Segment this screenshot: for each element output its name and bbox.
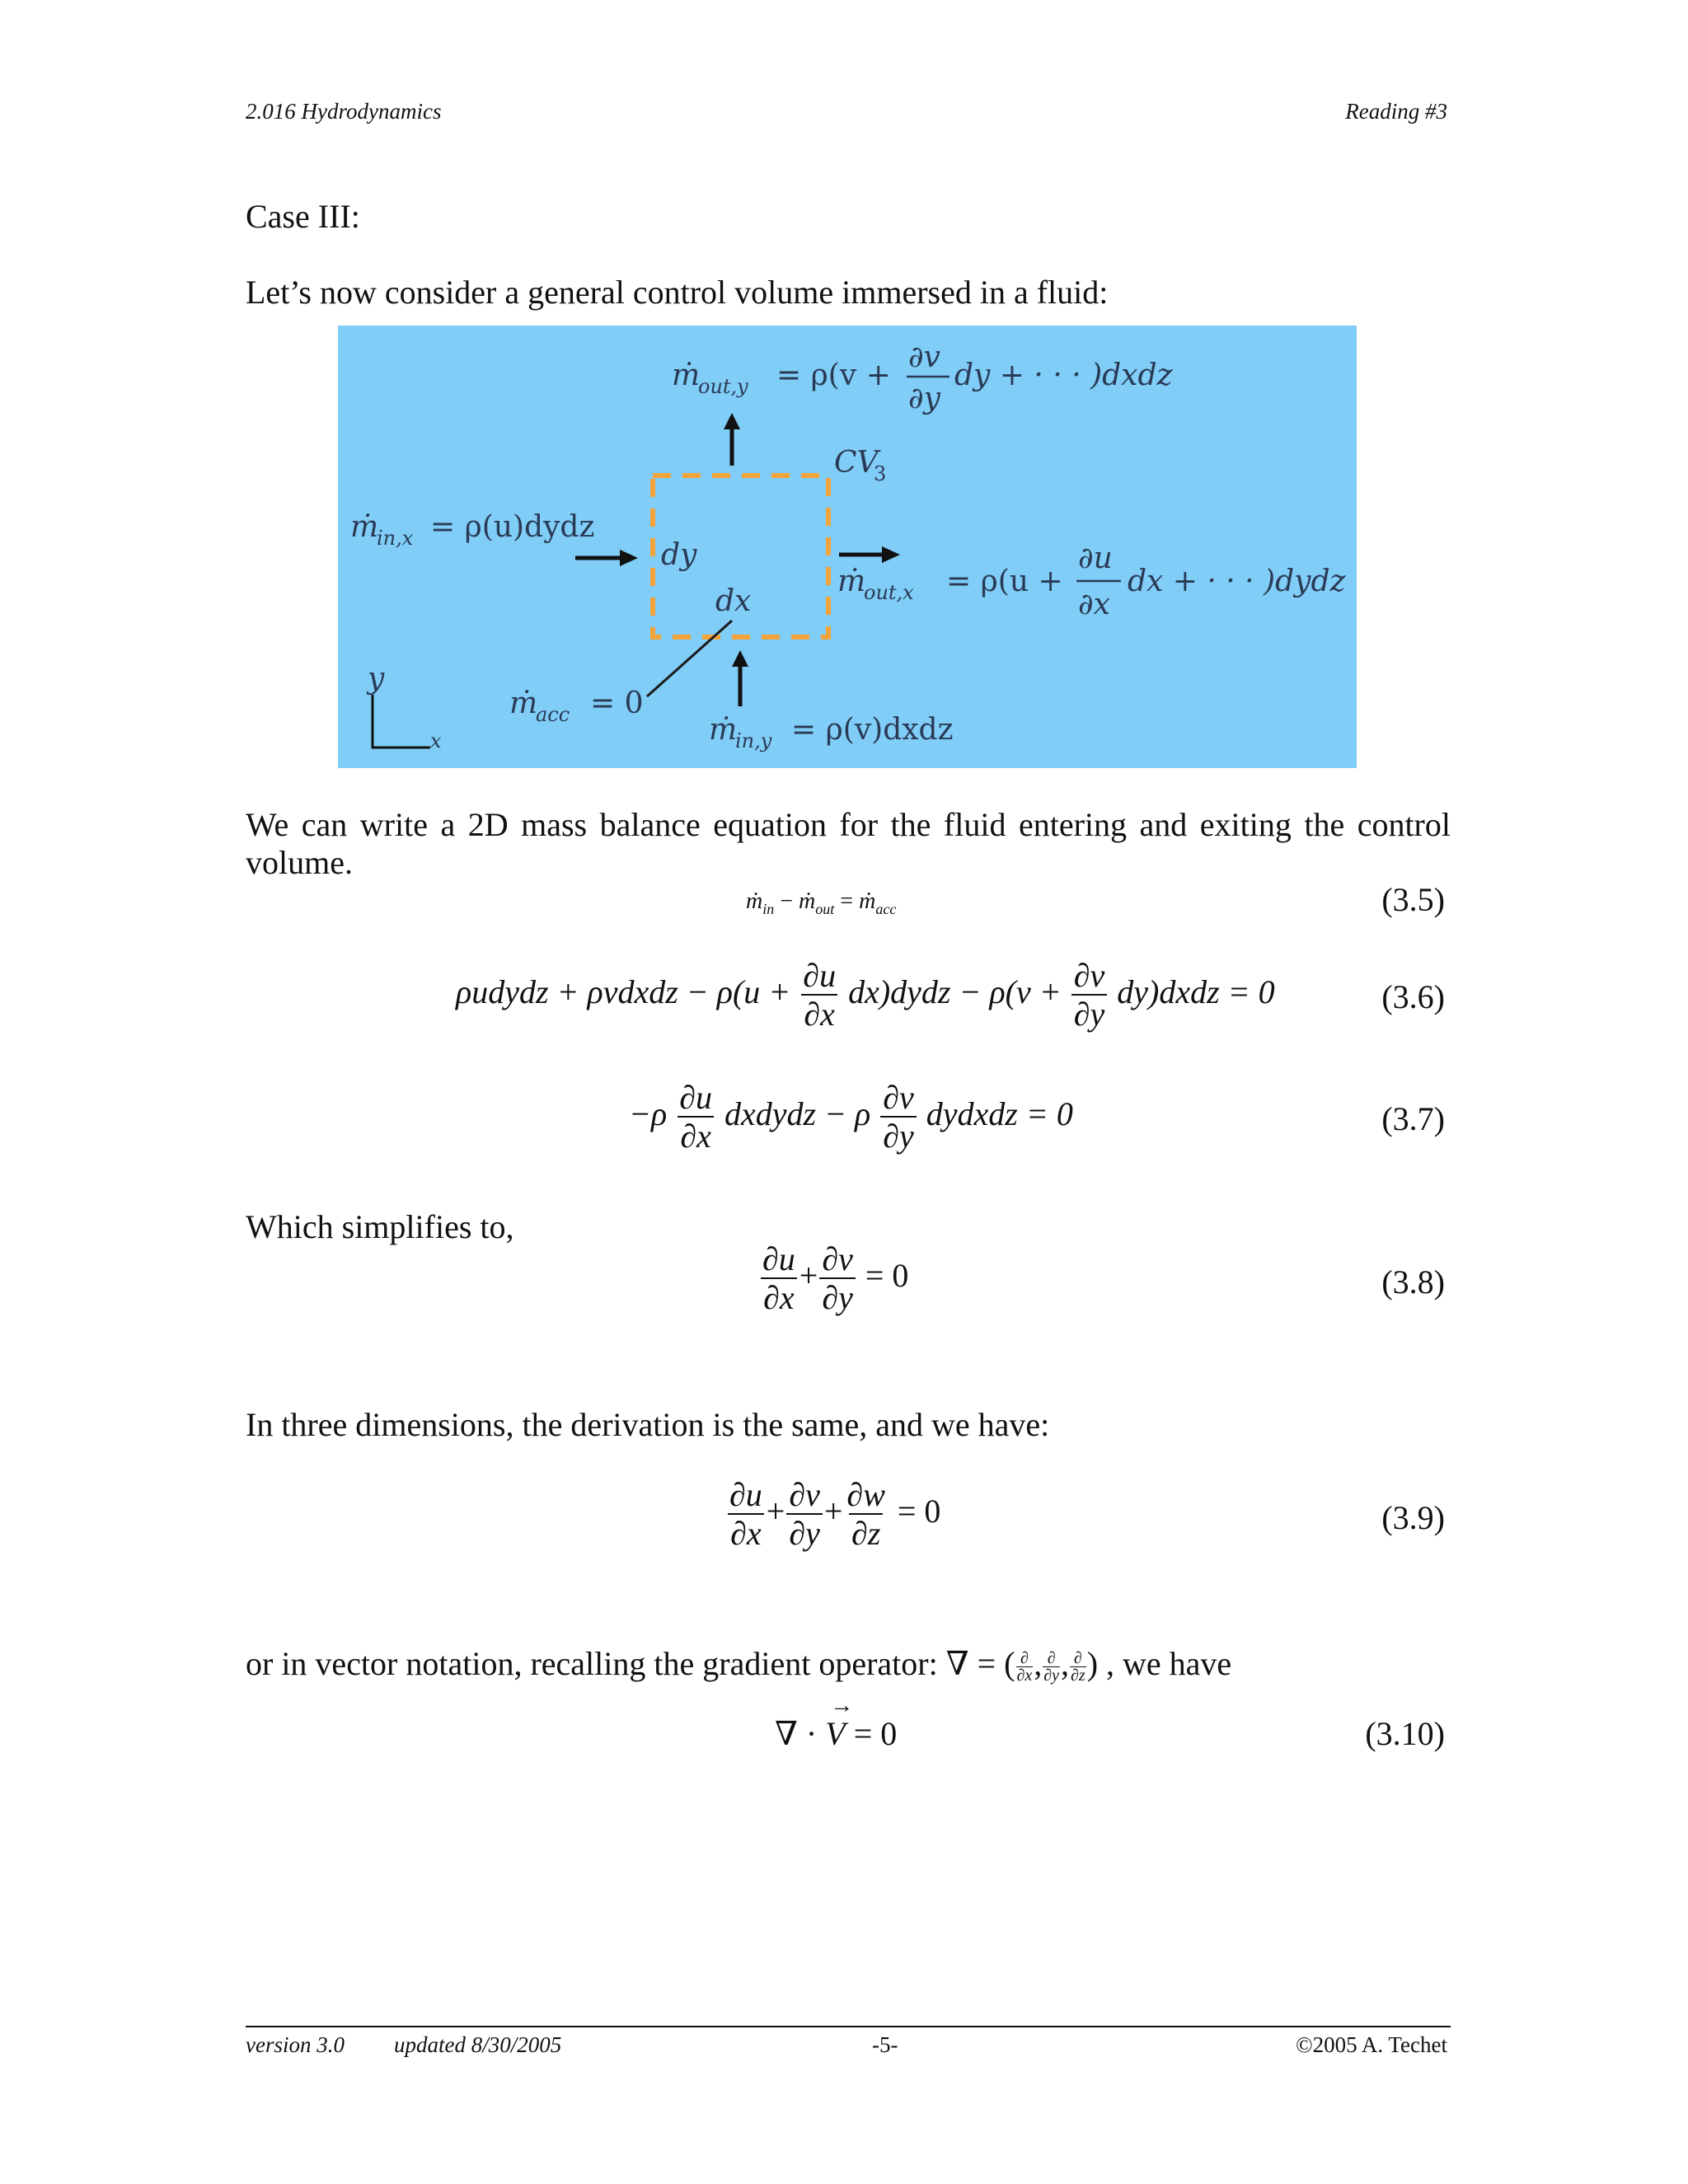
arrow-in-x — [575, 550, 638, 566]
xy-axes — [373, 695, 430, 748]
gradient-nabla: ∇ = ( — [945, 1645, 1015, 1682]
eq37-frac-dv-dy: $\frac{\partial v}{\partial y}$ — [880, 1080, 917, 1155]
eq310-vector-arrow: → — [830, 1693, 854, 1718]
eq35-minus: − — [774, 888, 799, 914]
eq39-frac-dv-dy: $\frac{\partial v}{\partial y}$ — [786, 1477, 823, 1553]
min-x-rest: = ρ(u)dydz — [430, 510, 595, 544]
gradient-close: ) — [1086, 1645, 1099, 1682]
eq39-equals-zero: = 0 — [897, 1493, 941, 1530]
cv-label: CV — [834, 446, 879, 480]
footer-copyright: ©2005 A. Techet — [1296, 2032, 1447, 2057]
eq35-macc: ṁ — [859, 888, 876, 914]
eq38-frac-dv-dy: $\frac{\partial v}{\partial y}$ — [819, 1241, 856, 1317]
mout-y-eq: = ρ(v + — [776, 359, 891, 392]
dy-label: dy — [661, 538, 697, 572]
eq35-in-sub: in — [762, 901, 775, 917]
axis-x-label: x — [430, 729, 442, 752]
min-x-symbol: ṁ — [350, 510, 379, 544]
mout-x-symbol: ṁ — [837, 565, 866, 598]
intro-paragraph: Let’s now consider a general control volume immersed in a fluid: — [246, 274, 1109, 311]
vector-notation-paragraph — [246, 1645, 1231, 1684]
arrow-out-x — [839, 546, 900, 563]
mout-y-frac-num: ∂v — [908, 340, 940, 374]
macc-symbol: ṁ — [509, 687, 538, 720]
equation-3-7 — [629, 1080, 1073, 1155]
eq38-plus: + — [799, 1257, 818, 1295]
axis-y-label: y — [368, 662, 385, 696]
footer-page-number: -5- — [872, 2032, 898, 2057]
eq35-mout: ṁ — [799, 888, 816, 914]
vector-notation-text: or in vector notation, recalling the gradient operator: — [246, 1645, 938, 1682]
arrow-out-y — [724, 413, 740, 466]
gradient-frac-y: ∂ ∂y — [1043, 1649, 1060, 1685]
eq38-frac-du-dx: $\frac{\partial u}{\partial x}$ — [762, 1240, 795, 1316]
equation-number-3-5: (3.5) — [1381, 881, 1445, 918]
header-course: 2.016 Hydrodynamics — [246, 99, 442, 124]
eq39-plus-1: + — [766, 1493, 785, 1530]
eq36-part-c: dy)dxdz = 0 — [1117, 973, 1275, 1011]
macc-rest: = 0 — [590, 687, 644, 720]
section-title: Case III: — [246, 198, 360, 235]
eq39-frac-du-dx: $\frac{\partial u}{\partial x}$ — [729, 1476, 762, 1552]
equation-3-6 — [456, 958, 1275, 1033]
accumulation-leader-line — [647, 621, 732, 696]
footer-version: version 3.0 — [246, 2032, 345, 2057]
gradient-sep-1: , — [1034, 1645, 1043, 1682]
min-x-subscript: in,x — [377, 527, 414, 550]
gradient-frac-z: ∂ ∂z — [1071, 1649, 1085, 1685]
equation-number-3-6: (3.6) — [1381, 978, 1445, 1015]
min-y-subscript: in,y — [735, 729, 772, 752]
min-y-symbol: ṁ — [709, 713, 738, 747]
eq37-part-c: dydxdz = 0 — [926, 1095, 1073, 1133]
mout-y-subscript: out,y — [698, 375, 748, 398]
equation-3-10 — [775, 1693, 898, 1753]
mout-x-subscript: out,x — [864, 581, 914, 604]
equation-number-3-9: (3.9) — [1381, 1499, 1445, 1536]
eq35-equals: = — [834, 888, 860, 914]
eq39-plus-2: + — [823, 1493, 843, 1530]
macc-subscript: acc — [536, 703, 570, 726]
eq310-equals-zero: = 0 — [845, 1715, 898, 1752]
equation-3-8 — [758, 1241, 908, 1317]
we-have-text: , we have — [1106, 1645, 1232, 1682]
eq37-part-b: dxdydz − ρ — [724, 1095, 871, 1133]
equation-number-3-10: (3.10) — [1365, 1715, 1445, 1752]
mout-x-frac-num: ∂u — [1078, 541, 1113, 575]
mout-y-symbol: ṁ — [672, 359, 701, 392]
eq310-vector-v: V — [825, 1715, 846, 1752]
eq36-part-a: ρudydz + ρvdxdz − ρ(u + — [456, 973, 791, 1011]
footer-rule — [246, 2026, 1451, 2027]
dx-label: dx — [715, 584, 752, 618]
eq310-nabla: ∇ · — [775, 1715, 826, 1752]
eq35-min: ṁ — [746, 888, 763, 914]
mass-balance-paragraph: We can write a 2D mass balance equation for the fluid entering and exiting the control volume. — [246, 806, 1451, 881]
cv-subscript: 3 — [874, 462, 887, 485]
equation-3-5 — [746, 888, 896, 918]
footer-updated: updated 8/30/2005 — [394, 2032, 562, 2057]
min-y-rest: = ρ(v)dxdz — [791, 713, 954, 747]
mout-x-eq: = ρ(u + — [946, 565, 1063, 598]
simplifies-paragraph: Which simplifies to, — [246, 1208, 514, 1245]
mout-x-rest: dx + · · · )dydz — [1128, 565, 1346, 598]
control-volume-diagram — [338, 326, 1357, 768]
eq37-part-a: −ρ — [629, 1095, 668, 1133]
equation-number-3-8: (3.8) — [1381, 1263, 1445, 1301]
control-volume-figure — [338, 326, 1357, 768]
eq36-part-b: dx)dydz − ρ(v + — [848, 973, 1062, 1011]
eq38-equals-zero: = 0 — [865, 1257, 909, 1295]
eq37-frac-du-dx: $\frac{\partial u}{\partial x}$ — [679, 1079, 712, 1155]
equation-number-3-7: (3.7) — [1381, 1100, 1445, 1137]
eq36-frac-dv-dy: $\frac{\partial v}{\partial y}$ — [1071, 958, 1108, 1033]
mout-y-rest: dy + · · · )dxdz — [954, 359, 1173, 392]
eq39-frac-dw-dz: $\frac{\partial w}{\partial z}$ — [846, 1476, 885, 1552]
header-reading: Reading #3 — [1345, 99, 1447, 124]
three-dimensions-paragraph: In three dimensions, the derivation is the same, and we have: — [246, 1406, 1050, 1443]
eq35-out-sub: out — [815, 901, 835, 917]
gradient-frac-x: ∂ ∂x — [1016, 1649, 1033, 1685]
mout-x-frac-den: ∂x — [1078, 588, 1110, 621]
eq36-frac-du-dx: $\frac{\partial u}{\partial x}$ — [803, 957, 837, 1033]
equation-3-9 — [725, 1477, 940, 1553]
eq35-acc-sub: acc — [875, 901, 897, 917]
arrow-in-y — [732, 650, 748, 706]
mout-y-frac-den: ∂y — [908, 382, 940, 415]
gradient-sep-2: , — [1061, 1645, 1070, 1682]
